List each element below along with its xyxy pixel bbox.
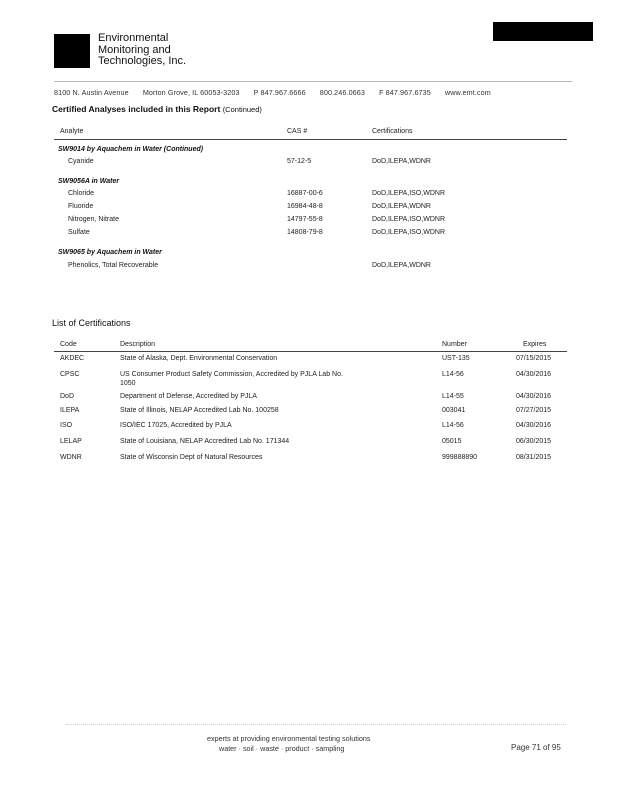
cert-expires: 08/31/2015 bbox=[516, 454, 552, 461]
analyte-name: Fluoride bbox=[68, 203, 94, 210]
address-city: Morton Grove, IL 60053-3203 bbox=[142, 88, 240, 97]
cert-code: ISO bbox=[60, 422, 73, 429]
method-heading: SW9056A in Water bbox=[58, 178, 120, 185]
analyte-certs: DoD,ILEPA,ISO,WDNR bbox=[372, 216, 445, 223]
address-street: 8100 N. Austin Avenue bbox=[54, 88, 129, 97]
cert-number: 999888890 bbox=[442, 454, 478, 461]
analyte-cas: 16984-48-8 bbox=[287, 203, 323, 210]
cert-code: LELAP bbox=[60, 438, 82, 445]
method-heading: SW9065 by Aquachem in Water bbox=[58, 249, 162, 256]
analyte-certs: DoD,ILEPA,ISO,WDNR bbox=[372, 229, 445, 236]
col-header-cas: CAS # bbox=[287, 128, 308, 135]
analyte-certs: DoD,ILEPA,ISO,WDNR bbox=[372, 190, 445, 197]
cert-expires: 04/30/2016 bbox=[516, 422, 552, 429]
company-name-line1: Environmental bbox=[98, 32, 169, 44]
cert-number: L14-55 bbox=[442, 393, 464, 400]
analyte-cas: 14797-55-8 bbox=[287, 216, 323, 223]
analyte-certs: DoD,ILEPA,WDNR bbox=[372, 158, 431, 165]
cert-number: UST-135 bbox=[442, 355, 470, 362]
footer-rule bbox=[66, 724, 566, 726]
analyte-name: Chloride bbox=[68, 190, 95, 197]
cert-description: State of Alaska, Dept. Environmental Conservation bbox=[120, 355, 278, 362]
method-heading: SW9014 by Aquachem in Water (Continued) bbox=[58, 146, 204, 153]
analyte-name: Nitrogen, Nitrate bbox=[68, 216, 119, 223]
footer-tagline: experts at providing environmental testing solutions bbox=[207, 734, 371, 743]
analyte-name: Sulfate bbox=[68, 229, 90, 236]
analyte-certs: DoD,ILEPA,WDNR bbox=[372, 203, 431, 210]
analyte-cas: 16887-00-6 bbox=[287, 190, 323, 197]
cert-description: State of Wisconsin Dept of Natural Resources bbox=[120, 454, 263, 461]
cert-description: State of Louisiana, NELAP Accredited Lab No. 171344 bbox=[120, 438, 290, 445]
cert-code: ILEPA bbox=[60, 407, 80, 414]
address-line bbox=[54, 88, 491, 97]
company-name-line2: Monitoring and bbox=[98, 43, 171, 56]
header-rule bbox=[54, 81, 572, 82]
cert-description: US Consumer Product Safety Commission, Accredited by PJLA Lab No. bbox=[120, 371, 343, 378]
cert-expires: 07/15/2015 bbox=[516, 355, 552, 362]
table-header-rule bbox=[54, 139, 567, 140]
section-title-suffix: (Continued) bbox=[222, 105, 262, 114]
certifications-title: List of Certifications bbox=[52, 318, 131, 328]
cert-number: L14-56 bbox=[442, 371, 464, 378]
cert-description-cont: 1050 bbox=[120, 380, 136, 387]
cert-expires: 07/27/2015 bbox=[516, 407, 552, 414]
cert-expires: 06/30/2015 bbox=[516, 438, 552, 445]
cert-expires: 04/30/2016 bbox=[516, 393, 552, 400]
col-header-description: Description bbox=[120, 341, 156, 348]
col-header-number: Number bbox=[442, 341, 467, 348]
cert-description: ISO/IEC 17025, Accredited by PJLA bbox=[120, 422, 232, 429]
company-name-line3: Technologies, Inc. bbox=[98, 55, 187, 67]
footer-services: water · soil · waste · product · sampling bbox=[219, 744, 345, 753]
cert-expires: 04/30/2016 bbox=[516, 371, 552, 378]
cert-code: WDNR bbox=[60, 454, 82, 461]
redaction-bar bbox=[493, 22, 593, 41]
address-phone: P 847.967.6666 bbox=[253, 88, 306, 97]
address-fax: F 847.967.6735 bbox=[379, 88, 431, 97]
analyte-name: Cyanide bbox=[68, 158, 94, 165]
col-header-expires: Expires bbox=[523, 341, 547, 348]
cert-number: 05015 bbox=[442, 438, 462, 445]
cert-code: AKDEC bbox=[60, 355, 85, 362]
analyte-cas: 14808-79-8 bbox=[287, 229, 323, 236]
company-logo bbox=[54, 34, 90, 68]
col-header-analyte: Analyte bbox=[60, 128, 84, 135]
cert-header-rule bbox=[54, 351, 567, 352]
page-number: Page 71 of 95 bbox=[511, 743, 561, 752]
cert-description: State of Illinois, NELAP Accredited Lab No. 100258 bbox=[120, 407, 279, 414]
address-website: www.emt.com bbox=[444, 88, 491, 97]
col-header-certifications: Certifications bbox=[372, 128, 413, 135]
analyte-name: Phenolics, Total Recoverable bbox=[68, 262, 159, 269]
cert-number: 003041 bbox=[442, 407, 466, 414]
cert-number: L14-56 bbox=[442, 422, 464, 429]
section-title bbox=[52, 104, 262, 114]
analyte-cas: 57-12-5 bbox=[287, 158, 312, 165]
analyte-certs: DoD,ILEPA,WDNR bbox=[372, 262, 431, 269]
cert-description: Department of Defense, Accredited by PJLA bbox=[120, 393, 257, 400]
cert-code: CPSC bbox=[60, 371, 80, 378]
section-title-text: Certified Analyses included in this Report bbox=[52, 104, 221, 114]
cert-code: DoD bbox=[60, 393, 75, 400]
company-name bbox=[98, 33, 186, 68]
address-tollfree: 800.246.0663 bbox=[319, 88, 365, 97]
col-header-code: Code bbox=[60, 341, 77, 348]
